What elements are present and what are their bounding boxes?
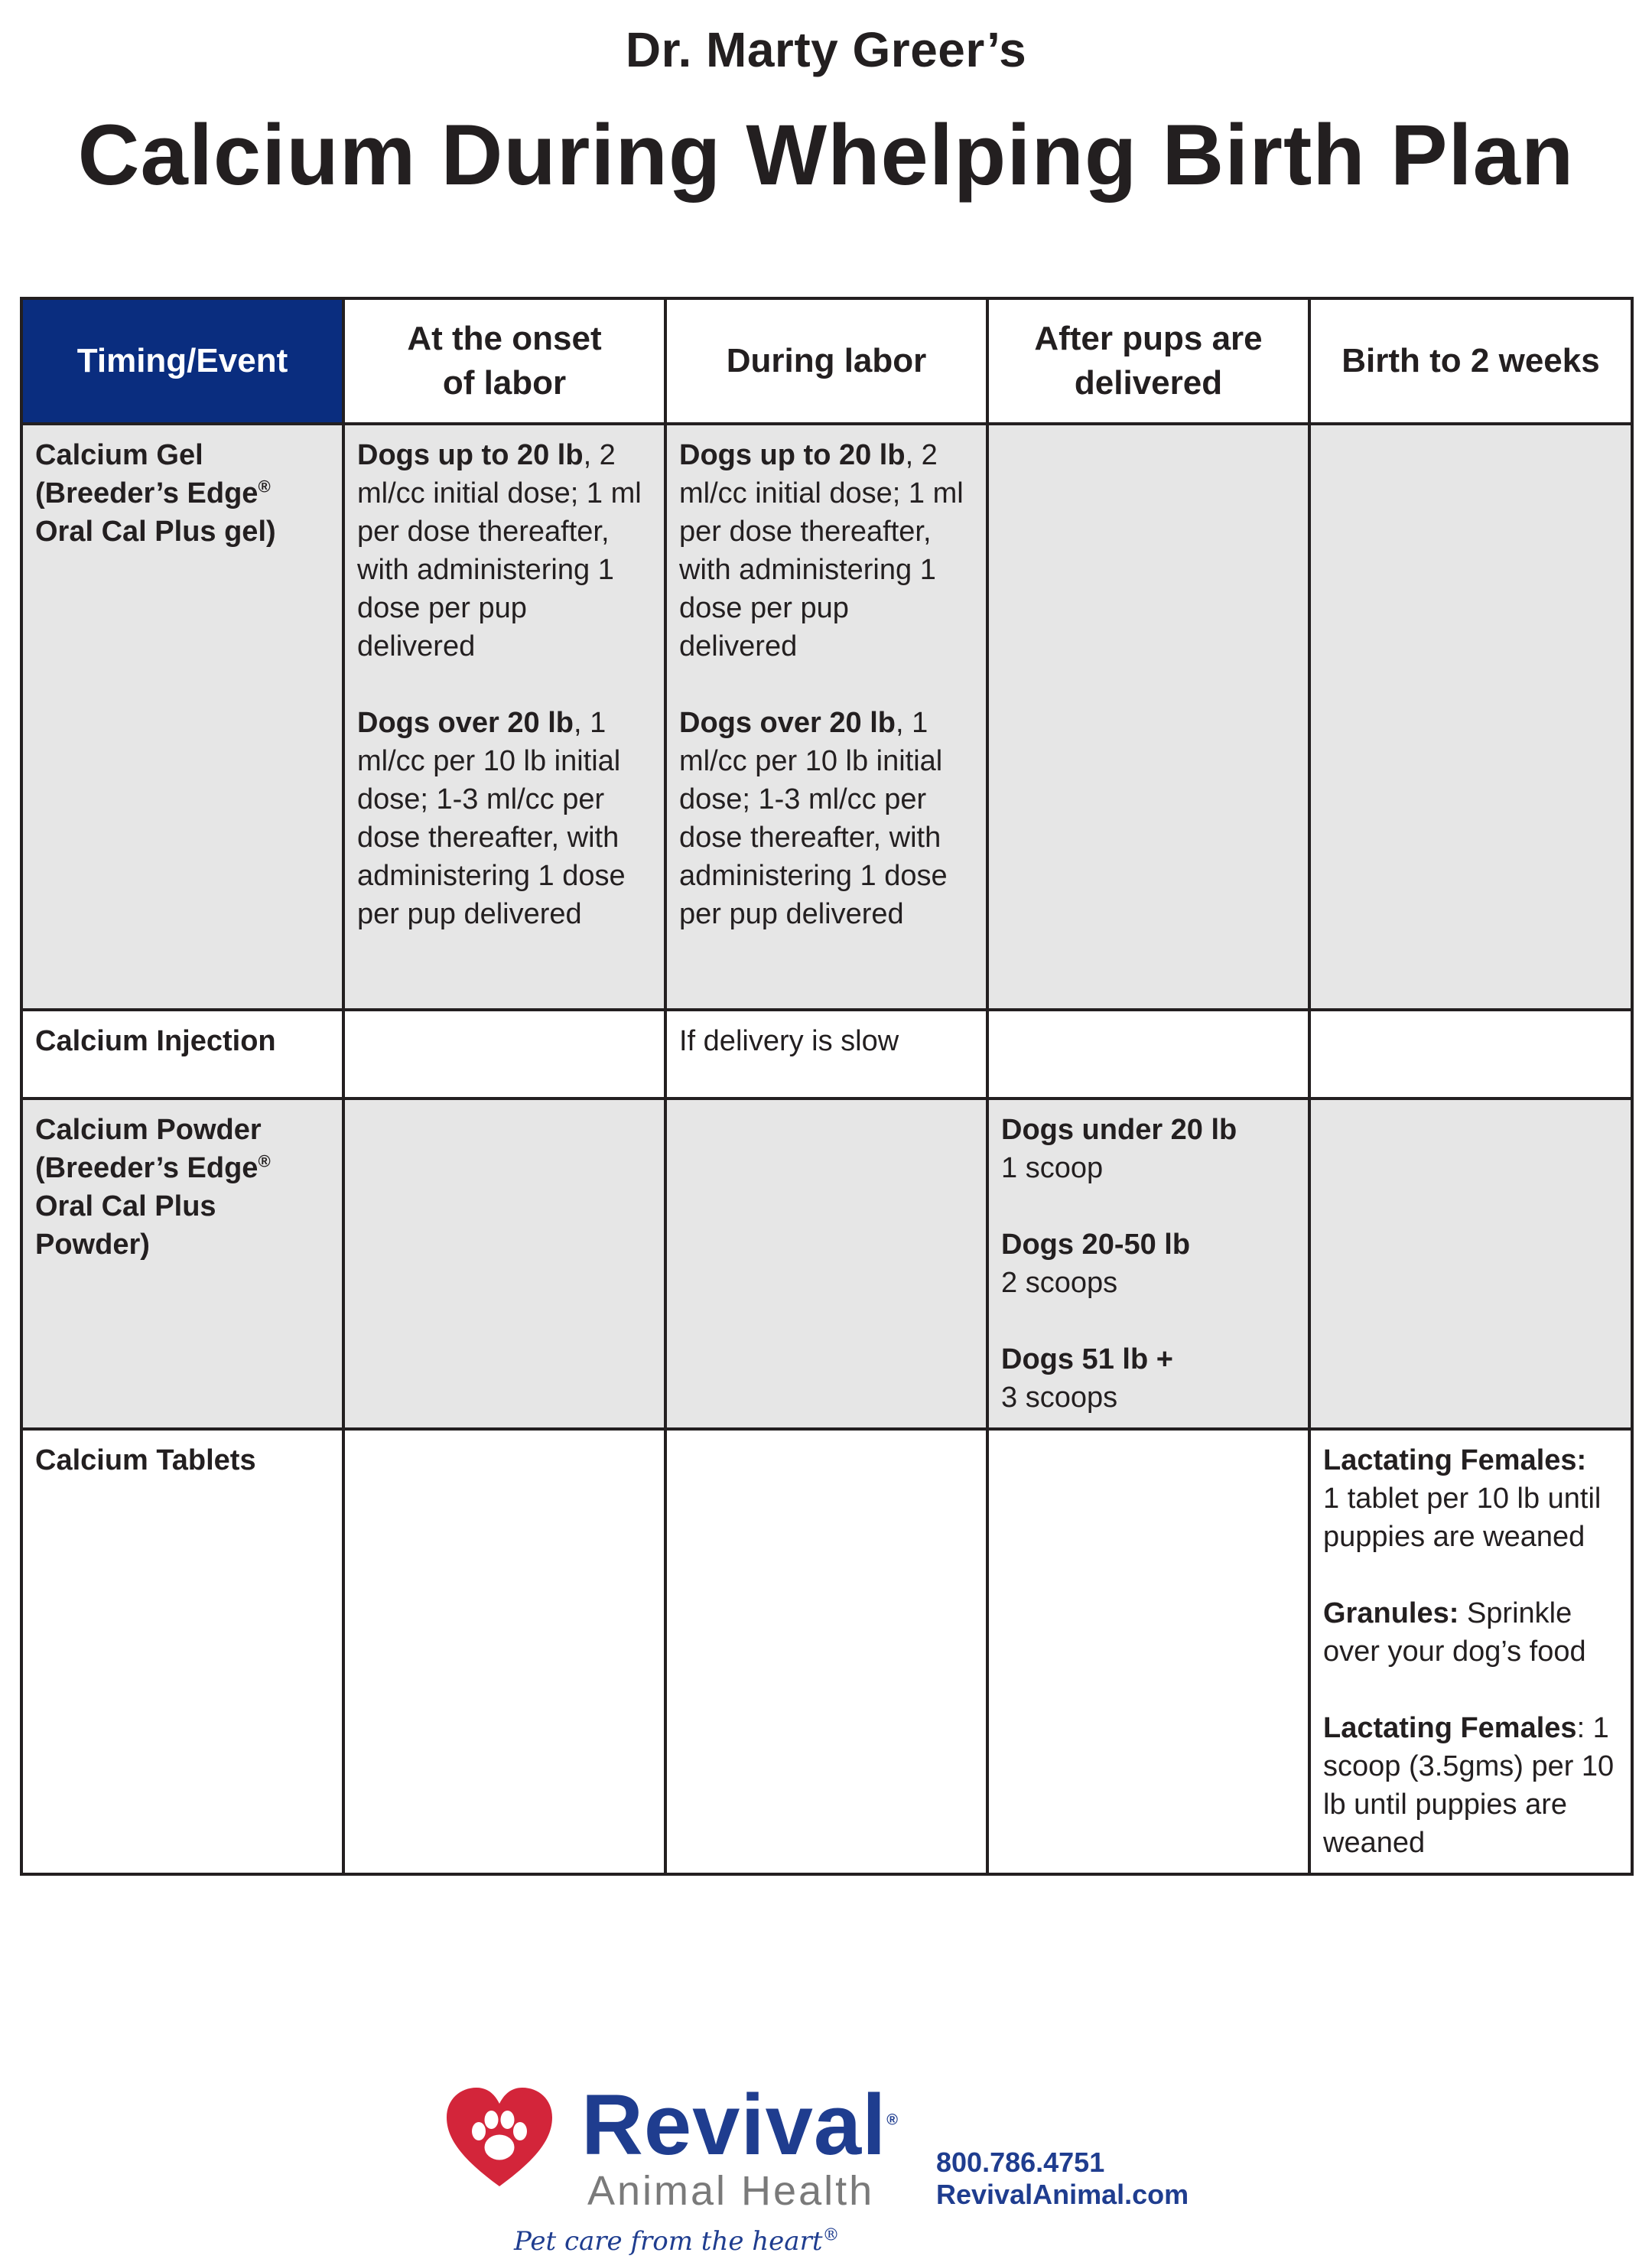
contact-info [936,2147,1189,2211]
brand-tagline [514,2226,839,2257]
gel-onset-small-bold: Dogs up to 20 lb [357,439,584,471]
header-row [21,298,1632,424]
registered-mark: ® [258,477,271,496]
injection-birth-cell [1309,1010,1632,1099]
row-label-tablets: Calcium Tablets [21,1429,343,1874]
footer [0,2065,1652,2259]
gel-after-cell [987,424,1309,1010]
spacer [1323,1671,1618,1709]
gel-label-line1: Calcium Gel [35,439,203,471]
gel-during-small-text: , 2 ml/cc initial dose; 1 ml per dose thereafter, with administering 1 dose per pup delivered [679,439,964,662]
row-label-gel [21,424,343,1010]
header-during: During labor [665,298,987,424]
row-calcium-injection [21,1010,1632,1099]
gel-during-small-bold: Dogs up to 20 lb [679,439,906,471]
powder-label-line3: Oral Cal Plus Powder) [35,1190,216,1261]
powder-onset-cell [343,1099,665,1429]
spacer [1001,1302,1296,1340]
row-calcium-tablets [21,1429,1632,1874]
page-subtitle: Dr. Marty Greer’s [625,22,1027,77]
header-onset-text: At the onset of labor [407,320,602,402]
gel-during-large-bold: Dogs over 20 lb [679,707,896,739]
row-label-powder [21,1099,343,1429]
powder-after-cell [987,1099,1309,1429]
birth-plan-table [20,297,1634,1876]
registered-mark: ® [886,2111,899,2129]
header-onset [343,298,665,424]
spacer [1323,1556,1618,1594]
brand-name: Revival [581,2077,887,2173]
tablets-p2 [1323,1597,1586,1668]
tablets-after-cell [987,1429,1309,1874]
page-title: Calcium During Whelping Birth Plan [77,107,1575,203]
gel-onset-large [357,707,626,930]
header-birth: Birth to 2 weeks [1309,298,1632,424]
powder-label-line2 [35,1149,330,1187]
tablets-p3-label: Lactating Females [1323,1712,1577,1744]
powder-birth-cell [1309,1099,1632,1429]
gel-onset-small-text: , 2 ml/cc initial dose; 1 ml per dose thereafter, with administering 1 dose per pup delivered [357,439,642,662]
powder-dose-3-label: Dogs 51 lb + [1001,1343,1173,1375]
phone-number: 800.786.4751 [936,2147,1105,2178]
row-label-injection: Calcium Injection [21,1010,343,1099]
registered-mark: ® [258,1151,271,1171]
powder-dose-2-amount: 2 scoops [1001,1267,1118,1299]
tablets-p3-text: : 1 scoop (3.5gms) per 10 lb until puppies are weaned [1323,1712,1615,1859]
tablets-p2-label: Granules: [1323,1597,1459,1629]
powder-dose-2-label: Dogs 20-50 lb [1001,1229,1191,1261]
tablets-p3 [1323,1712,1614,1859]
row-calcium-powder [21,1099,1632,1429]
powder-dose-3-amount: 3 scoops [1001,1382,1118,1414]
tagline-text: Pet care from the heart [514,2226,823,2257]
powder-label-line2-text: (Breeder’s Edge [35,1152,259,1184]
heart-paw-logo-icon [442,2081,557,2196]
gel-during-small [679,439,964,662]
tablets-onset-cell [343,1429,665,1874]
spacer [679,666,974,704]
spacer [357,666,652,704]
tablets-p1-label: Lactating Females: [1323,1444,1587,1476]
tablets-p2-text: Sprinkle over your dog’s food [1323,1597,1586,1668]
tablets-birth-cell [1309,1429,1632,1874]
registered-mark: ® [822,2225,840,2245]
gel-onset-small [357,439,642,662]
tablets-during-cell [665,1429,987,1874]
gel-birth-cell [1309,424,1632,1010]
gel-label-line2-text: (Breeder’s Edge [35,477,259,509]
injection-during-cell: If delivery is slow [665,1010,987,1099]
header-after [987,298,1309,424]
powder-during-cell [665,1099,987,1429]
powder-label-line1: Calcium Powder [35,1114,262,1146]
brand-logo [581,2079,899,2171]
tablets-p1-text: 1 tablet per 10 lb until puppies are weaned [1323,1483,1602,1553]
injection-after-cell [987,1010,1309,1099]
brand-subtitle: Animal Health [587,2168,875,2214]
header-after-text: After pups are delivered [1034,320,1263,402]
header-timing-event: Timing/Event [21,298,343,424]
injection-onset-cell [343,1010,665,1099]
gel-during-cell [665,424,987,1010]
powder-dose-1-label: Dogs under 20 lb [1001,1114,1237,1146]
website-link[interactable]: RevivalAnimal.com [936,2179,1189,2210]
powder-dose-1-amount: 1 scoop [1001,1152,1104,1184]
gel-onset-large-bold: Dogs over 20 lb [357,707,574,739]
gel-onset-cell [343,424,665,1010]
spacer [1001,1187,1296,1226]
gel-during-large-text: , 1 ml/cc per 10 lb initial dose; 1-3 ml/cc per dose thereafter, with administering 1 dose per pup delivered [679,707,948,930]
gel-onset-large-text: , 1 ml/cc per 10 lb initial dose; 1-3 ml/cc per dose thereafter, with administering 1 dose per pup delivered [357,707,626,930]
gel-label-line3: Oral Cal Plus gel) [35,516,276,548]
row-calcium-gel [21,424,1632,1010]
gel-label-line2 [35,474,330,513]
gel-during-large [679,707,948,930]
